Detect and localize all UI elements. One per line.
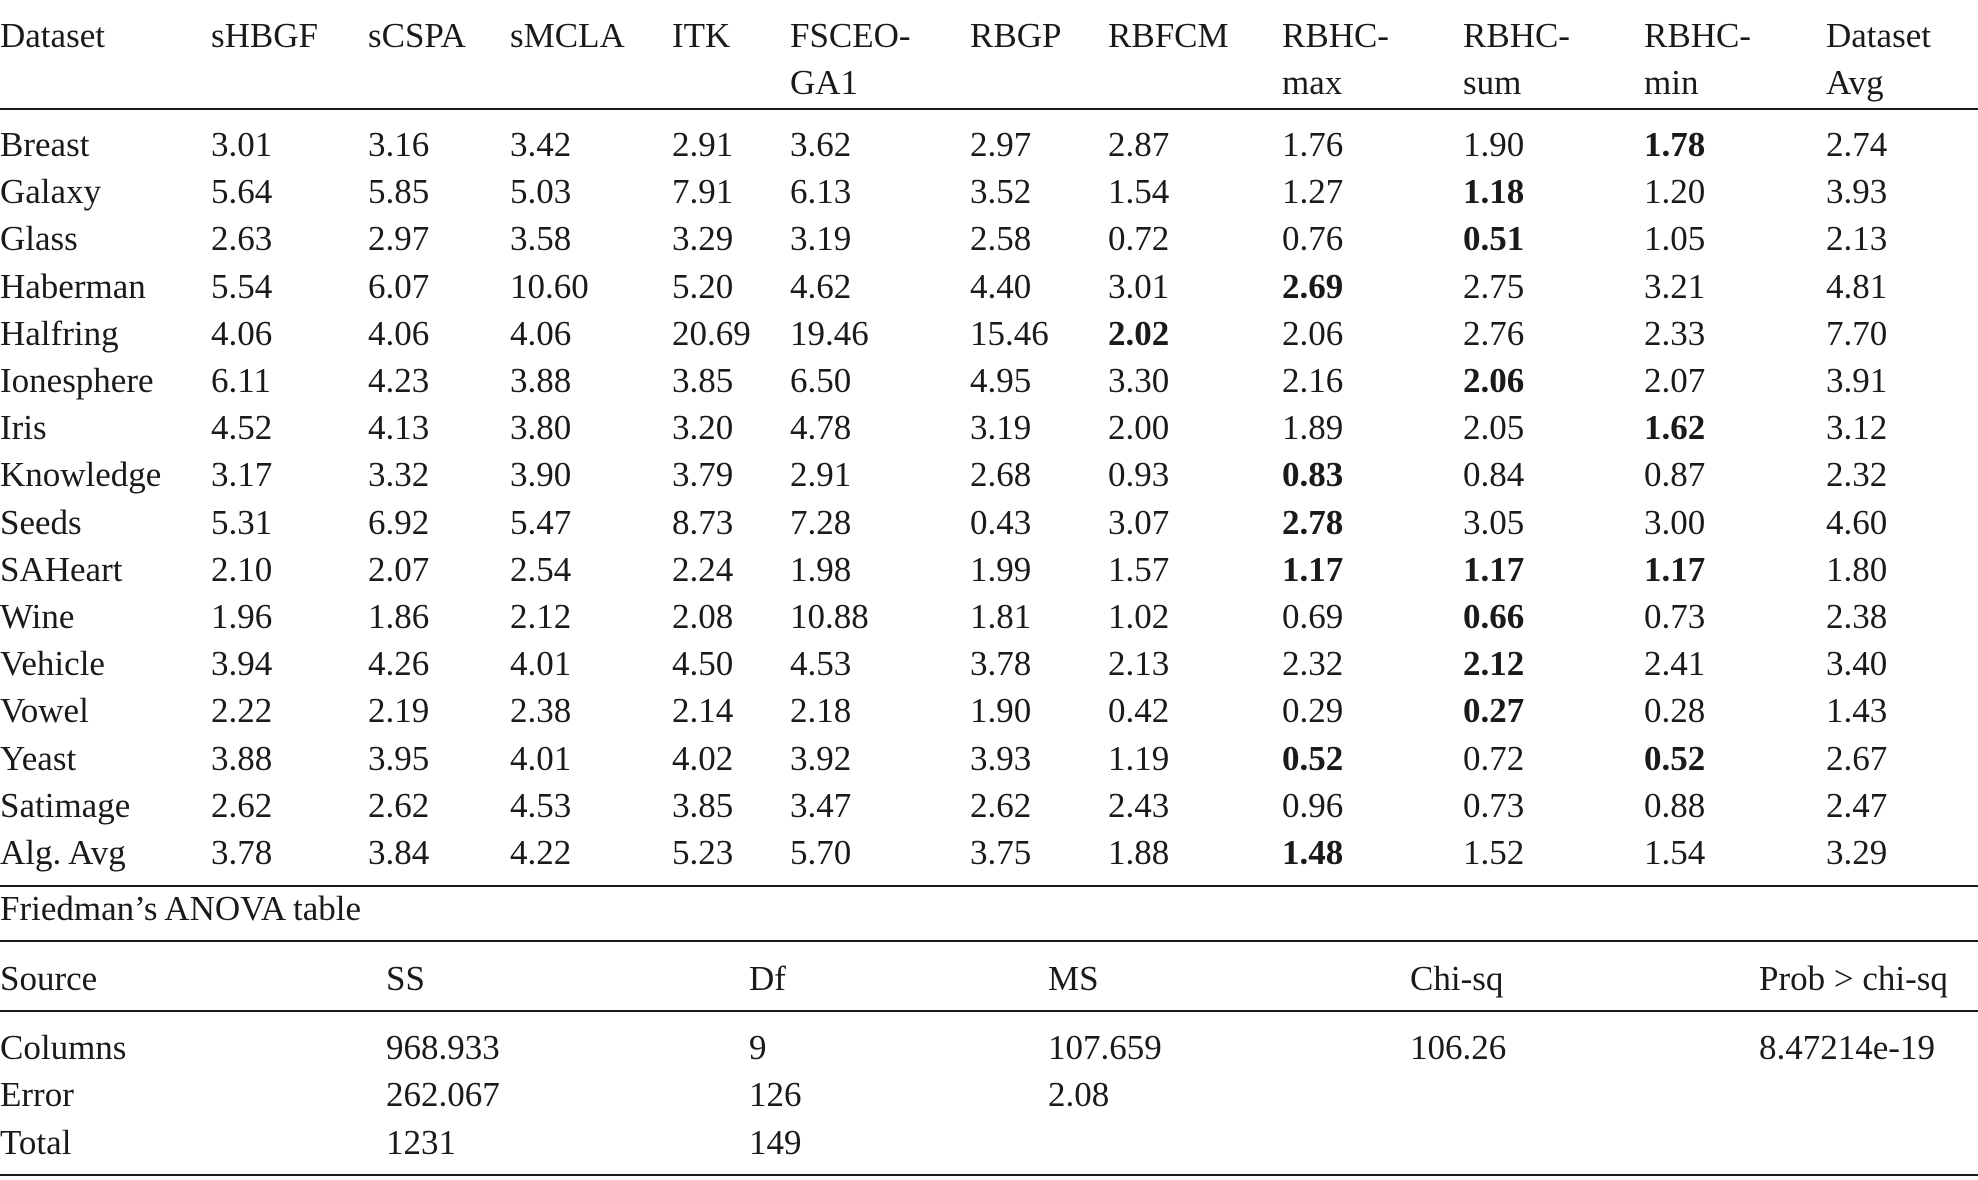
table-cell: 7.91 bbox=[672, 172, 734, 212]
table-cell: 3.58 bbox=[510, 219, 572, 259]
table-cell: 3.17 bbox=[211, 455, 273, 495]
table-cell: 3.12 bbox=[1826, 408, 1888, 448]
table-cell: 3.42 bbox=[510, 125, 572, 164]
table-cell: 4.52 bbox=[211, 408, 273, 448]
table-cell: 3.16 bbox=[368, 125, 430, 164]
table-cell: 0.52 bbox=[1644, 738, 1706, 778]
table-cell: 1.17 bbox=[1644, 549, 1706, 589]
column-header: FSCEO- bbox=[790, 16, 911, 55]
table-cell: 2.41 bbox=[1644, 644, 1706, 684]
table-cell: 4.06 bbox=[510, 313, 572, 353]
table-cell: 20.69 bbox=[672, 313, 751, 353]
table-cell: 2.12 bbox=[1463, 644, 1525, 684]
table-cell: 2.24 bbox=[672, 549, 734, 589]
table-cell: 1.90 bbox=[1463, 125, 1525, 164]
table-cell: 2.69 bbox=[1282, 266, 1344, 306]
anova-cell: Error bbox=[0, 1075, 74, 1115]
row-label: Ionesphere bbox=[0, 361, 154, 400]
table-cell: 6.13 bbox=[790, 172, 852, 212]
table-cell: 2.76 bbox=[1463, 313, 1525, 353]
table-cell: 1.17 bbox=[1282, 549, 1344, 589]
table-cell: 4.06 bbox=[368, 313, 430, 353]
table-cell: 2.05 bbox=[1463, 408, 1525, 448]
column-header: Dataset bbox=[0, 16, 105, 55]
row-label: Haberman bbox=[0, 266, 146, 306]
table-cell: 5.47 bbox=[510, 502, 572, 542]
anova-cell: 8.47214e-19 bbox=[1759, 1028, 1935, 1067]
table-cell: 2.38 bbox=[510, 691, 572, 731]
table-cell: 2.97 bbox=[368, 219, 430, 259]
table-cell: 3.78 bbox=[211, 833, 273, 872]
anova-column-header: Chi-sq bbox=[1410, 959, 1504, 998]
table-cell: 2.13 bbox=[1108, 644, 1170, 684]
table-cell: 2.87 bbox=[1108, 125, 1170, 164]
table-cell: 4.26 bbox=[368, 644, 430, 684]
row-label: Seeds bbox=[0, 502, 82, 542]
anova-header-rule bbox=[0, 1010, 1978, 1012]
table-cell: 4.02 bbox=[672, 738, 734, 778]
anova-cell: 107.659 bbox=[1048, 1028, 1162, 1067]
table-cell: 3.29 bbox=[1826, 833, 1888, 872]
table-cell: 0.76 bbox=[1282, 219, 1344, 259]
table-cell: 2.32 bbox=[1826, 455, 1888, 495]
table-cell: 2.75 bbox=[1463, 266, 1525, 306]
table-cell: 5.20 bbox=[672, 266, 734, 306]
table-cell: 3.07 bbox=[1108, 502, 1170, 542]
column-header: RBFCM bbox=[1108, 16, 1229, 55]
table-cell: 0.52 bbox=[1282, 738, 1344, 778]
table-cell: 3.00 bbox=[1644, 502, 1706, 542]
column-header: RBGP bbox=[970, 16, 1062, 55]
column-header: Dataset bbox=[1826, 16, 1931, 55]
anova-cell: 9 bbox=[749, 1028, 767, 1067]
table-cell: 6.11 bbox=[211, 361, 271, 400]
table-cell: 3.40 bbox=[1826, 644, 1888, 684]
anova-column-header: MS bbox=[1048, 959, 1099, 998]
table-cell: 6.50 bbox=[790, 361, 852, 400]
column-header: sCSPA bbox=[368, 16, 466, 55]
row-label: SAHeart bbox=[0, 549, 123, 589]
column-header: sHBGF bbox=[211, 16, 318, 55]
table-cell: 2.16 bbox=[1282, 361, 1344, 400]
table-cell: 3.93 bbox=[1826, 172, 1888, 212]
table-cell: 0.69 bbox=[1282, 597, 1344, 636]
anova-cell: 126 bbox=[749, 1075, 802, 1115]
table-cell: 1.57 bbox=[1108, 549, 1170, 589]
table-cell: 0.28 bbox=[1644, 691, 1706, 731]
table-cell: 1.99 bbox=[970, 549, 1032, 589]
table-cell: 4.01 bbox=[510, 644, 572, 684]
table-cell: 2.68 bbox=[970, 455, 1032, 495]
column-header: RBHC- bbox=[1463, 16, 1570, 55]
anova-cell: 968.933 bbox=[386, 1028, 500, 1067]
table-cell: 2.58 bbox=[970, 219, 1032, 259]
table-cell: 4.53 bbox=[510, 785, 572, 825]
column-header: RBHC- bbox=[1644, 16, 1751, 55]
table-cell: 3.79 bbox=[672, 455, 734, 495]
table-cell: 15.46 bbox=[970, 313, 1049, 353]
table-cell: 1.78 bbox=[1644, 125, 1706, 164]
table-cell: 3.78 bbox=[970, 644, 1032, 684]
table-cell: 1.88 bbox=[1108, 833, 1170, 872]
table-cell: 2.62 bbox=[970, 785, 1032, 825]
anova-cell: 149 bbox=[749, 1122, 802, 1162]
anova-title: Friedman’s ANOVA table bbox=[0, 889, 362, 928]
table-cell: 1.81 bbox=[970, 597, 1032, 636]
table-cell: 2.33 bbox=[1644, 313, 1706, 353]
anova-column-header: Prob > chi-sq bbox=[1759, 959, 1948, 998]
table-cell: 2.18 bbox=[790, 691, 852, 731]
table-cell: 3.62 bbox=[790, 125, 852, 164]
table-cell: 4.95 bbox=[970, 361, 1032, 400]
table-cell: 1.62 bbox=[1644, 408, 1706, 448]
table-cell: 1.96 bbox=[211, 597, 273, 636]
table-cell: 0.42 bbox=[1108, 691, 1170, 731]
column-header: Avg bbox=[1826, 63, 1884, 102]
row-label: Breast bbox=[0, 125, 90, 164]
table-cell: 2.13 bbox=[1826, 219, 1888, 259]
table-cell: 1.89 bbox=[1282, 408, 1344, 448]
table-cell: 1.17 bbox=[1463, 549, 1525, 589]
table-cell: 3.52 bbox=[970, 172, 1032, 212]
anova-cell: 106.26 bbox=[1410, 1028, 1507, 1067]
table-cell: 4.22 bbox=[510, 833, 572, 872]
table-cell: 3.19 bbox=[970, 408, 1032, 448]
table-cell: 1.43 bbox=[1826, 691, 1888, 731]
table-cell: 0.43 bbox=[970, 502, 1032, 542]
table-cell: 6.92 bbox=[368, 502, 430, 542]
table-cell: 2.97 bbox=[970, 125, 1032, 164]
table-cell: 0.88 bbox=[1644, 785, 1706, 825]
table-cell: 2.02 bbox=[1108, 313, 1170, 353]
row-label: Vehicle bbox=[0, 644, 105, 684]
anova-column-header: SS bbox=[386, 959, 425, 998]
table-cell: 2.91 bbox=[672, 125, 734, 164]
table-cell: 3.85 bbox=[672, 361, 734, 400]
column-header: sum bbox=[1463, 63, 1522, 102]
table-cell: 2.19 bbox=[368, 691, 430, 731]
table-cell: 1.86 bbox=[368, 597, 430, 636]
table-cell: 4.06 bbox=[211, 313, 273, 353]
row-label: Halfring bbox=[0, 313, 119, 353]
table-cell: 10.60 bbox=[510, 266, 589, 306]
table-cell: 4.23 bbox=[368, 361, 430, 400]
table-cell: 2.43 bbox=[1108, 785, 1170, 825]
table-cell: 1.05 bbox=[1644, 219, 1706, 259]
table-cell: 1.19 bbox=[1108, 738, 1170, 778]
column-header: ITK bbox=[672, 16, 731, 55]
anova-column-header: Df bbox=[749, 959, 786, 998]
table-cell: 2.10 bbox=[211, 549, 273, 589]
table-cell: 3.30 bbox=[1108, 361, 1170, 400]
table-cell: 2.22 bbox=[211, 691, 273, 731]
table-cell: 7.28 bbox=[790, 502, 852, 542]
row-label: Alg. Avg bbox=[0, 833, 126, 872]
table-cell: 3.94 bbox=[211, 644, 273, 684]
row-label: Knowledge bbox=[0, 455, 162, 495]
table-cell: 10.88 bbox=[790, 597, 869, 636]
table-cell: 3.21 bbox=[1644, 266, 1706, 306]
anova-top-rule bbox=[0, 940, 1978, 942]
table-cell: 3.29 bbox=[672, 219, 734, 259]
table-cell: 5.54 bbox=[211, 266, 273, 306]
table-cell: 3.84 bbox=[368, 833, 430, 872]
table-cell: 0.72 bbox=[1108, 219, 1170, 259]
table-cell: 5.03 bbox=[510, 172, 572, 212]
table-cell: 2.78 bbox=[1282, 502, 1344, 542]
anova-cell: Columns bbox=[0, 1028, 127, 1067]
anova-column-header: Source bbox=[0, 959, 98, 998]
table-cell: 4.13 bbox=[368, 408, 430, 448]
anova-cell: Total bbox=[0, 1122, 72, 1162]
table-cell: 3.91 bbox=[1826, 361, 1888, 400]
table-cell: 1.27 bbox=[1282, 172, 1344, 212]
table-cell: 0.93 bbox=[1108, 455, 1170, 495]
table-cell: 3.88 bbox=[211, 738, 273, 778]
table-cell: 4.01 bbox=[510, 738, 572, 778]
table-cell: 1.48 bbox=[1282, 833, 1344, 872]
table-cell: 2.67 bbox=[1826, 738, 1888, 778]
row-label: Satimage bbox=[0, 785, 131, 825]
table-cell: 1.76 bbox=[1282, 125, 1344, 164]
table-cell: 19.46 bbox=[790, 313, 869, 353]
table-cell: 4.78 bbox=[790, 408, 852, 448]
table-cell: 0.87 bbox=[1644, 455, 1706, 495]
table-cell: 4.40 bbox=[970, 266, 1032, 306]
table-cell: 2.91 bbox=[790, 455, 852, 495]
table-cell: 5.85 bbox=[368, 172, 430, 212]
table-cell: 4.81 bbox=[1826, 266, 1888, 306]
table-cell: 7.70 bbox=[1826, 313, 1888, 353]
anova-bottom-rule bbox=[0, 1174, 1978, 1176]
table-cell: 0.73 bbox=[1644, 597, 1706, 636]
anova-cell: 2.08 bbox=[1048, 1075, 1110, 1115]
table-cell: 2.07 bbox=[1644, 361, 1706, 400]
column-header: max bbox=[1282, 63, 1343, 102]
table-cell: 1.80 bbox=[1826, 549, 1888, 589]
column-header: min bbox=[1644, 63, 1699, 102]
table-cell: 3.01 bbox=[1108, 266, 1170, 306]
table-cell: 0.73 bbox=[1463, 785, 1525, 825]
anova-cell: 262.067 bbox=[386, 1075, 500, 1115]
table-cell: 2.47 bbox=[1826, 785, 1888, 825]
table-cell: 5.31 bbox=[211, 502, 273, 542]
table-cell: 4.62 bbox=[790, 266, 852, 306]
table-cell: 3.47 bbox=[790, 785, 852, 825]
table-cell: 3.92 bbox=[790, 738, 852, 778]
column-header: GA1 bbox=[790, 63, 859, 102]
table-cell: 2.07 bbox=[368, 549, 430, 589]
table-cell: 1.54 bbox=[1108, 172, 1170, 212]
table-cell: 6.07 bbox=[368, 266, 430, 306]
table-cell: 5.64 bbox=[211, 172, 273, 212]
table-cell: 1.20 bbox=[1644, 172, 1706, 212]
table-cell: 2.54 bbox=[510, 549, 572, 589]
table-cell: 2.00 bbox=[1108, 408, 1170, 448]
table-cell: 3.85 bbox=[672, 785, 734, 825]
table-cell: 0.27 bbox=[1463, 691, 1525, 731]
table-cell: 3.20 bbox=[672, 408, 734, 448]
table-cell: 2.74 bbox=[1826, 125, 1888, 164]
row-label: Vowel bbox=[0, 691, 89, 731]
table-cell: 3.19 bbox=[790, 219, 852, 259]
table-cell: 3.88 bbox=[510, 361, 572, 400]
table-cell: 3.95 bbox=[368, 738, 430, 778]
table-cell: 3.75 bbox=[970, 833, 1032, 872]
column-header: RBHC- bbox=[1282, 16, 1389, 55]
header-rule bbox=[0, 108, 1978, 110]
table-cell: 4.53 bbox=[790, 644, 852, 684]
table-cell: 1.98 bbox=[790, 549, 852, 589]
table-cell: 3.32 bbox=[368, 455, 430, 495]
table-cell: 0.83 bbox=[1282, 455, 1344, 495]
column-header: sMCLA bbox=[510, 16, 625, 55]
table-cell: 3.90 bbox=[510, 455, 572, 495]
row-label: Wine bbox=[0, 597, 75, 636]
table-cell: 1.52 bbox=[1463, 833, 1525, 872]
table-cell: 4.60 bbox=[1826, 502, 1888, 542]
anova-cell: 1231 bbox=[386, 1122, 456, 1162]
table-cell: 2.12 bbox=[510, 597, 572, 636]
table-cell: 2.06 bbox=[1463, 361, 1525, 400]
row-label: Yeast bbox=[0, 738, 77, 778]
table-cell: 2.62 bbox=[368, 785, 430, 825]
table-cell: 0.72 bbox=[1463, 738, 1525, 778]
table-cell: 5.70 bbox=[790, 833, 852, 872]
table-cell: 2.38 bbox=[1826, 597, 1888, 636]
row-label: Iris bbox=[0, 408, 47, 448]
table-cell: 2.32 bbox=[1282, 644, 1344, 684]
table-cell: 1.90 bbox=[970, 691, 1032, 731]
table-cell: 2.62 bbox=[211, 785, 273, 825]
row-label: Glass bbox=[0, 219, 78, 259]
table-cell: 0.51 bbox=[1463, 219, 1525, 259]
table-cell: 3.80 bbox=[510, 408, 572, 448]
table-cell: 4.50 bbox=[672, 644, 734, 684]
table-cell: 2.08 bbox=[672, 597, 734, 636]
table-cell: 3.01 bbox=[211, 125, 273, 164]
table-cell: 1.54 bbox=[1644, 833, 1706, 872]
table-cell: 1.02 bbox=[1108, 597, 1170, 636]
table-cell: 8.73 bbox=[672, 502, 734, 542]
table-cell: 2.14 bbox=[672, 691, 734, 731]
table-cell: 0.66 bbox=[1463, 597, 1525, 636]
table-cell: 0.84 bbox=[1463, 455, 1525, 495]
table-cell: 2.06 bbox=[1282, 313, 1344, 353]
table-cell: 5.23 bbox=[672, 833, 734, 872]
table-cell: 1.18 bbox=[1463, 172, 1525, 212]
table-cell: 3.05 bbox=[1463, 502, 1525, 542]
table-cell: 3.93 bbox=[970, 738, 1032, 778]
table-cell: 0.96 bbox=[1282, 785, 1344, 825]
table-cell: 0.29 bbox=[1282, 691, 1344, 731]
table-cell: 2.63 bbox=[211, 219, 273, 259]
row-label: Galaxy bbox=[0, 172, 102, 212]
